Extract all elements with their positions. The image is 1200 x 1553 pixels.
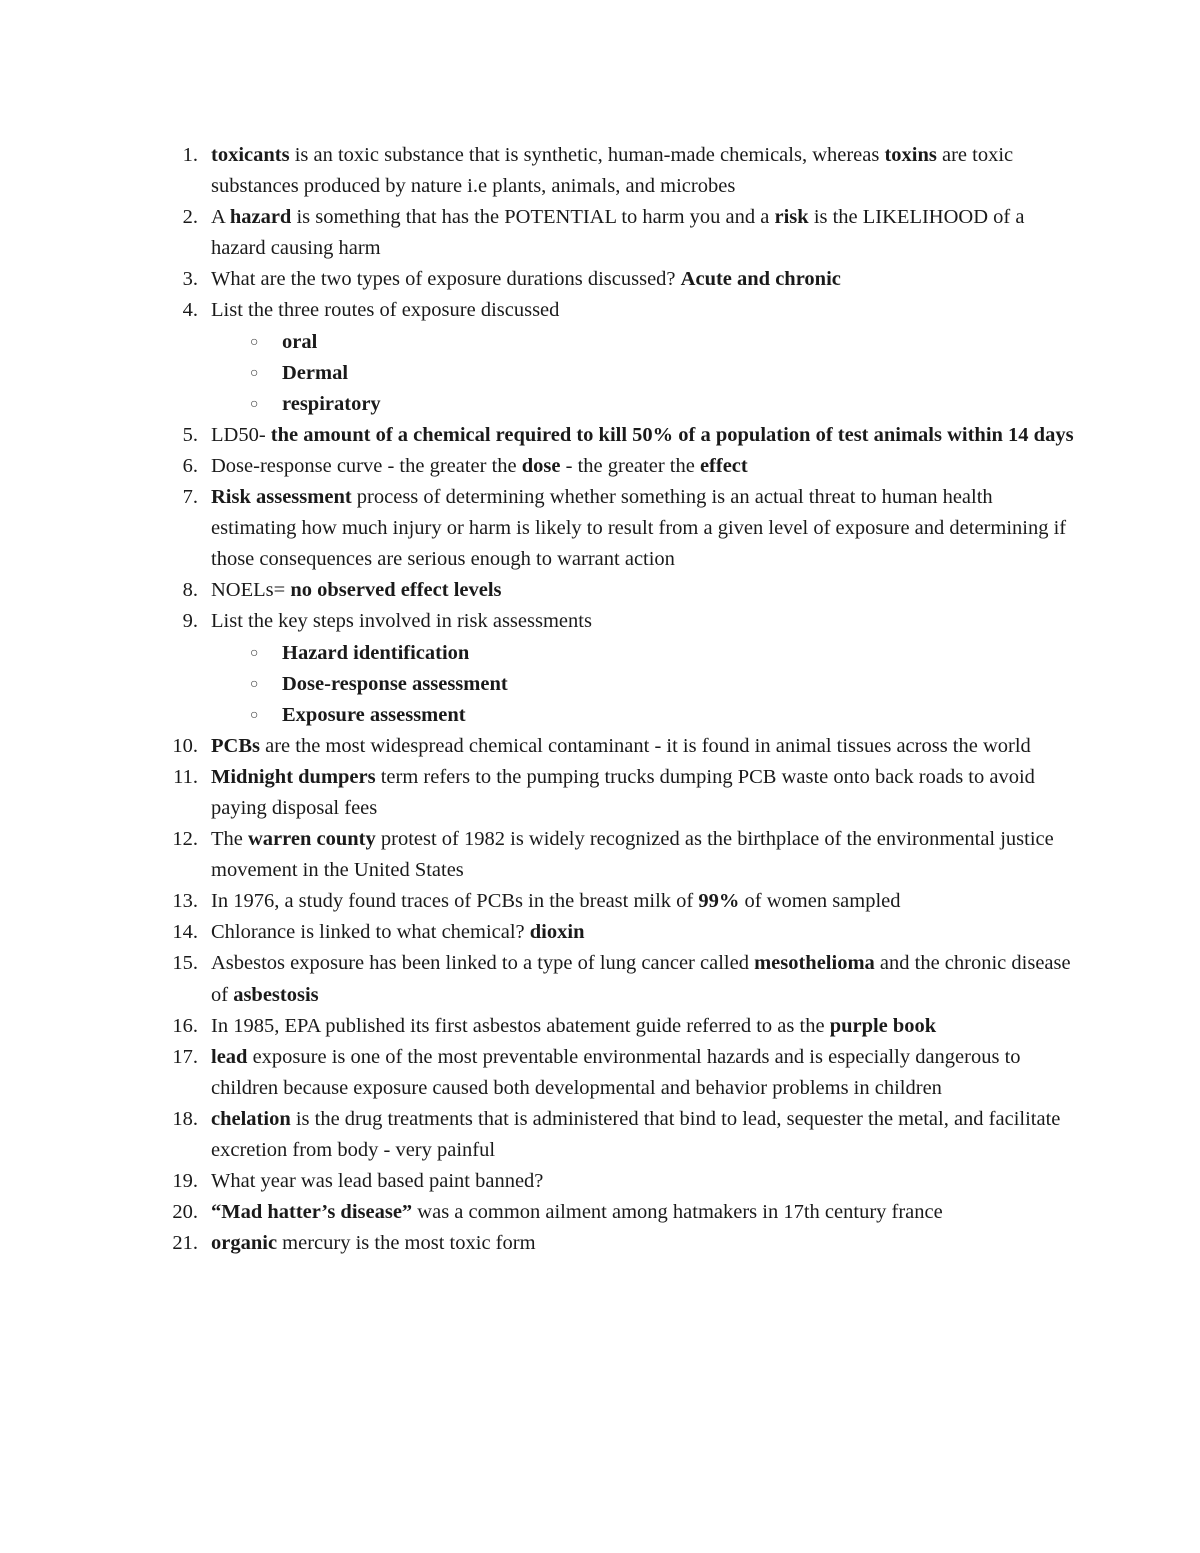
list-item-number: 8. <box>182 579 198 602</box>
circle-bullet-icon: ○ <box>250 707 259 723</box>
list-item <box>164 1011 1074 1042</box>
sub-list-item-text: Hazard identification <box>282 641 470 664</box>
list-item <box>164 731 1074 762</box>
list-item-text: are toxic substances produced by nature i.e plants, animals, and microbes <box>211 144 1014 198</box>
list-item <box>164 948 1074 1010</box>
list-item-number: 14. <box>172 921 198 944</box>
list-item-text: In 1985, EPA published its first asbestos abatement guide referred to as the <box>211 1014 830 1037</box>
sub-list-item <box>164 389 1074 420</box>
list-item-number: 3. <box>182 268 198 291</box>
list-item-text: and the chronic disease of <box>211 952 1071 1006</box>
list-item <box>164 575 1074 606</box>
list-item <box>164 1042 1074 1104</box>
list-item-text: Chlorance is linked to what chemical? <box>211 921 530 944</box>
list-item <box>164 762 1074 824</box>
bold-text: dose <box>521 454 561 477</box>
bold-text: purple book <box>829 1014 937 1037</box>
list-item <box>164 1104 1074 1166</box>
list-item-number: 20. <box>172 1201 198 1224</box>
list-item <box>164 420 1074 451</box>
list-item-text: term refers to the pumping trucks dumping PCB waste onto back roads to avoid paying disposal fees <box>211 765 1035 819</box>
sub-list-item-text: Dermal <box>282 361 349 384</box>
list-item-number: 6. <box>182 454 198 477</box>
list-item <box>164 917 1074 948</box>
list-item-text: A <box>211 206 230 229</box>
circle-bullet-icon: ○ <box>250 396 259 412</box>
list-item-text: Dose-response curve - the greater the <box>211 454 522 477</box>
list-item-text: List the key steps involved in risk assessments <box>211 610 592 633</box>
list-item-number: 11. <box>173 765 198 788</box>
list-item <box>164 451 1074 482</box>
bold-text: chelation <box>211 1107 291 1130</box>
list-item-text: process of determining whether something is an actual threat to human health estimating how much injury or harm is likely to result from a given level of exposure and determining if those consequences are serious enough to warrant action <box>211 486 1067 571</box>
bold-text: Risk assessment <box>211 486 352 509</box>
list-item <box>164 1166 1074 1197</box>
list-item <box>164 202 1074 264</box>
list-item-text: In 1976, a study found traces of PCBs in the breast milk of <box>211 890 699 913</box>
bold-text: asbestosis <box>233 983 319 1006</box>
list-item-text: is an toxic substance that is synthetic, human-made chemicals, whereas <box>289 144 885 166</box>
list-item-number: 15. <box>172 952 198 975</box>
list-item-text: are the most widespread chemical contaminant - it is found in animal tissues across the world <box>259 734 1031 757</box>
list-item-text: mercury is the most toxic form <box>277 1232 536 1255</box>
list-item <box>164 482 1074 575</box>
sub-list-item-text: Dose-response assessment <box>282 672 508 695</box>
bold-text: mesothelioma <box>754 952 875 975</box>
list-item-text: LD50- <box>211 423 271 446</box>
list-item-number: 9. <box>182 610 198 633</box>
bold-text: no observed effect levels <box>290 579 502 602</box>
bold-text: Acute and chronic <box>680 268 841 291</box>
bold-text: organic <box>211 1232 278 1255</box>
list-item <box>164 824 1074 886</box>
bold-text: lead <box>211 1045 248 1068</box>
bold-text: toxicants <box>211 144 290 166</box>
list-item <box>164 886 1074 917</box>
list-item <box>164 140 1074 202</box>
sub-list-item <box>164 700 1074 731</box>
sub-list-item <box>164 327 1074 358</box>
list-item-text: The <box>211 828 248 851</box>
bold-text: warren county <box>248 828 376 851</box>
list-item-text: Asbestos exposure has been linked to a type of lung cancer called <box>211 952 755 975</box>
bold-text: “Mad hatter’s disease” <box>211 1201 413 1224</box>
bold-text: Midnight dumpers <box>211 765 376 788</box>
bold-text: risk <box>774 206 809 229</box>
numbered-list <box>164 140 1074 1259</box>
list-item-number: 5. <box>182 423 198 446</box>
list-item-number: 12. <box>172 828 198 851</box>
list-item-number: 18. <box>172 1107 198 1130</box>
bold-text: 99% <box>698 890 740 913</box>
sub-list-item-text: oral <box>282 330 318 353</box>
list-item <box>164 295 1074 326</box>
list-item-text: What are the two types of exposure durations discussed? <box>211 268 681 291</box>
list-item <box>164 264 1074 295</box>
list-item-text: What year was lead based paint banned? <box>211 1170 544 1193</box>
sub-list-item-text: Exposure assessment <box>282 703 466 726</box>
list-item <box>164 1228 1074 1259</box>
circle-bullet-icon: ○ <box>250 645 259 661</box>
list-item-number: 2. <box>182 206 198 229</box>
list-item-text: protest of 1982 is widely recognized as the birthplace of the environmental justice movement in the United States <box>211 828 1054 882</box>
list-item-text: is something that has the POTENTIAL to harm you and a <box>291 206 775 229</box>
list-item-text: is the drug treatments that is administered that bind to lead, sequester the metal, and facilitate excretion from body - very painful <box>211 1107 1061 1161</box>
list-item-text: exposure is one of the most preventable environmental hazards and is especially dangerous to children because exposure caused both developmental and behavior problems in children <box>211 1045 1021 1099</box>
list-item-text: NOELs= <box>211 579 291 602</box>
list-item-number: 4. <box>182 299 198 322</box>
bold-text: toxins <box>884 144 937 166</box>
list-item-text: - the greater the <box>560 454 700 477</box>
list-item-number: 7. <box>182 486 198 509</box>
list-item-text: List the three routes of exposure discussed <box>211 299 560 322</box>
list-item <box>164 606 1074 637</box>
circle-bullet-icon: ○ <box>250 365 259 381</box>
sub-list-item <box>164 358 1074 389</box>
circle-bullet-icon: ○ <box>250 334 259 350</box>
circle-bullet-icon: ○ <box>250 676 259 692</box>
list-item-number: 16. <box>172 1014 198 1037</box>
list-item-number: 13. <box>172 890 198 913</box>
list-item-text: of women sampled <box>739 890 901 913</box>
bold-text: dioxin <box>529 921 585 944</box>
list-item-number: 10. <box>172 734 198 757</box>
bold-text: the amount of a chemical required to kill 50% of a population of test animals within 14 days <box>270 423 1074 446</box>
list-item-text: was a common ailment among hatmakers in 17th century france <box>412 1201 943 1224</box>
sub-list-item-text: respiratory <box>282 392 381 415</box>
list-item-number: 17. <box>172 1045 198 1068</box>
list-item <box>164 1197 1074 1228</box>
bold-text: hazard <box>229 206 292 229</box>
list-item-text: is the LIKELIHOOD of a hazard causing harm <box>211 206 1025 260</box>
bold-text: PCBs <box>211 734 260 757</box>
list-item-number: 19. <box>172 1170 198 1193</box>
sub-list-item <box>164 638 1074 669</box>
sub-list-item <box>164 669 1074 700</box>
list-item-number: 1. <box>182 144 198 166</box>
bold-text: effect <box>699 454 748 477</box>
list-item-number: 21. <box>172 1232 198 1255</box>
